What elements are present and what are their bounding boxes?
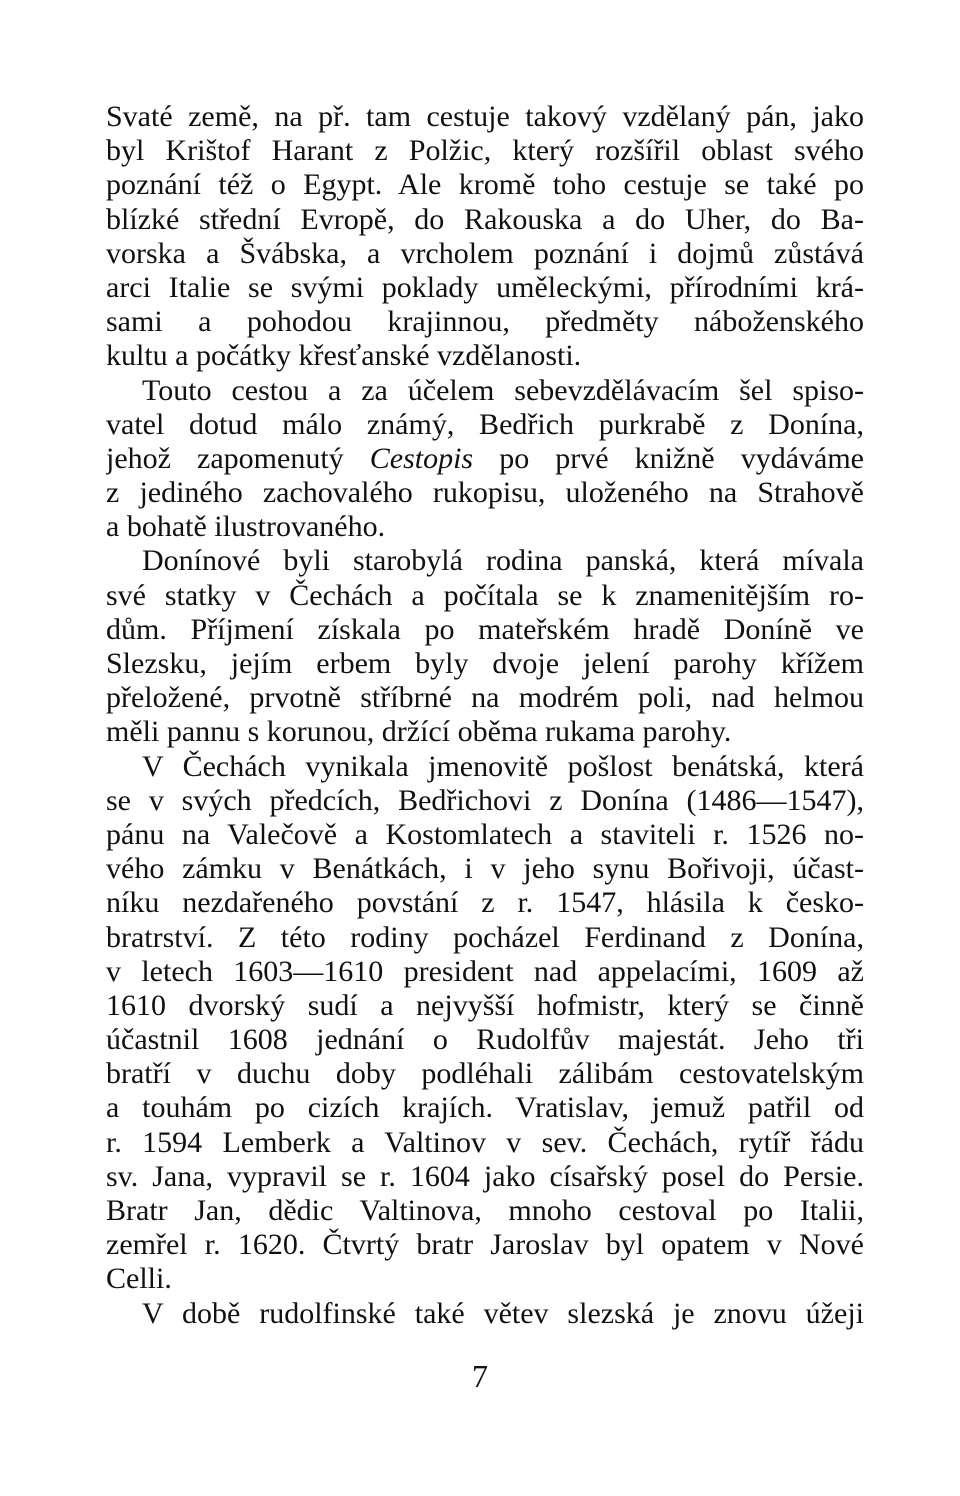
text-line-9: Touto cestou a za účelem sebevzdělávacím šel spiso- <box>142 373 864 407</box>
text-line-34: zemřel r. 1620. Čtvrtý bratr Jaroslav byl opatem v Nové <box>106 1228 864 1262</box>
text-line-33: Bratr Jan, dědic Valtinova, mnoho cestoval po Italii, <box>106 1194 864 1227</box>
text-line-8: kultu a počátky křesťanské vzdělanosti. <box>106 339 582 373</box>
text-line-29: bratří v duchu doby podléhali zálibám cestovatelským <box>106 1057 864 1091</box>
text-line-15: své statky v Čechách a počítala se k znamenitějším ro- <box>106 578 864 612</box>
text-segment: po prvé knižně vydáváme <box>473 441 864 475</box>
page-number: 7 <box>472 1358 488 1394</box>
text-line-35: Celli. <box>106 1262 172 1296</box>
body-text <box>106 100 864 1331</box>
book-title-italic: Cestopis <box>369 441 474 475</box>
text-line-23: vého zámku v Benátkách, i v jeho synu Bořivoji, účast- <box>106 852 864 886</box>
text-line-7: sami a pohodou krajinnou, předměty náboženského <box>106 305 864 339</box>
text-line-14: Donínové byli starobylá rodina panská, která mívala <box>142 544 864 578</box>
text-line-11 <box>106 442 864 476</box>
text-line-17: Slezsku, jejím erbem byly dvoje jelení parohy křížem <box>106 647 864 680</box>
text-line-13: a bohatě ilustrovaného. <box>106 510 386 544</box>
text-line-32: sv. Jana, vypravil se r. 1604 jako císařský posel do Persie. <box>106 1159 864 1193</box>
text-line-30: a touhám po cizích krajích. Vratislav, jemuž patřil od <box>106 1091 864 1125</box>
text-line-3: poznání též o Egypt. Ale kromě toho cestuje se také po <box>106 168 864 202</box>
text-line-22: pánu na Valečově a Kostomlatech a staviteli r. 1526 no- <box>106 817 864 851</box>
text-line-1: Svaté země, na př. tam cestuje takový vzdělaný pán, jako <box>106 100 864 133</box>
text-segment: jehož zapomenutý <box>106 441 370 475</box>
text-line-6: arci Italie se svými poklady uměleckými, přírodními krá- <box>106 270 864 304</box>
text-line-18: přeložené, prvotně stříbrné na modrém poli, nad helmou <box>106 681 864 715</box>
text-line-4: blízké střední Evropě, do Rakouska a do Uher, do Ba- <box>106 202 864 236</box>
text-line-27: 1610 dvorský sudí a nejvyšší hofmistr, který se činně <box>106 988 864 1022</box>
text-line-20: V Čechách vynikala jmenovitě pošlost benátská, která <box>142 749 864 783</box>
text-line-19: měli pannu s korunou, držící oběma rukama parohy. <box>106 715 732 749</box>
text-line-10: vatel dotud málo známý, Bedřich purkrabě z Donína, <box>106 407 864 441</box>
text-line-2: byl Krištof Harant z Polžic, který rozšířil oblast svého <box>106 134 864 168</box>
text-line-24: níku nezdařeného povstání z r. 1547, hlásila k česko- <box>106 886 864 920</box>
text-line-5: vorska a Švábska, a vrcholem poznání i dojmů zůstává <box>106 236 864 270</box>
text-line-21: se v svých předcích, Bedřichovi z Donína (1486—1547), <box>106 783 864 817</box>
text-line-12: z jediného zachovalého rukopisu, uloženého na Strahově <box>106 476 864 510</box>
text-line-31: r. 1594 Lemberk a Valtinov v sev. Čechách, rytíř řádu <box>106 1125 864 1159</box>
text-line-25: bratrství. Z této rodiny pocházel Ferdinand z Donína, <box>106 920 864 954</box>
text-line-26: v letech 1603—1610 president nad appelacími, 1609 až <box>106 954 864 988</box>
text-line-36: V době rudolfinské také větev slezská je znovu úžeji <box>142 1296 864 1330</box>
text-line-16: dům. Příjmení získala po mateřském hradě Donínĕ ve <box>106 612 864 646</box>
text-line-28: účastnil 1608 jednání o Rudolfův majestát. Jeho tři <box>106 1023 864 1057</box>
